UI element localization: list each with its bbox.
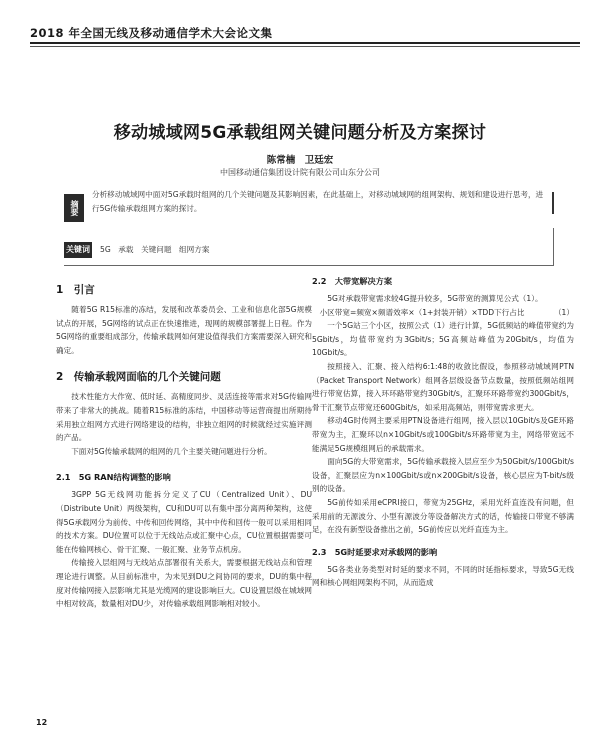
page-number: 12 [36, 718, 48, 727]
section-2-1-paragraph-1: 3GPP 5G无线网功能拆分定义了CU（Centralized Unit）、DU（Distribute Unit）两级架构，CU和DU可以有集中部分离两种架构，这使得5G承载网分为前传、中传和回传网络，其中中传和回传一般可以采用相同的技术方案。DU位置可以位于无线站点或汇聚中心点，CU位置根据需要可能在传输网核心、骨干汇聚、一般汇聚、业务节点机房。 [56, 490, 312, 554]
keywords-text: 5G 承载 关键问题 组网方案 [100, 245, 210, 254]
abstract-border [552, 192, 554, 214]
abstract-text: 分析移动城域网中面对5G承载时组网的几个关键问题及其影响因素，在此基础上，对移动城域网的组网架构、规划和建设进行思考，进行5G传输承载组网方案的探讨。 [92, 190, 544, 213]
header-divider [30, 46, 580, 47]
right-column [312, 276, 574, 590]
section-2-2-paragraph-6: 5G前传如采用eCPRI接口，带宽为25GHz，采用光纤直连没有问题，但采用前的无源波分、小型有源波分等设备解决方式的话，传输接口带宽不够满足，在没有新型设备推出之前，5G前传应以光纤直连为主。 [312, 497, 574, 535]
keywords-block [64, 240, 554, 266]
section-1-heading: 1 引言 [56, 284, 95, 296]
left-column [56, 276, 312, 611]
section-2-heading: 2 传输承载网面临的几个关键问题 [56, 371, 221, 384]
section-2-2-paragraph-2: 一个5G站三个小区，按照公式（1）进行计算，5G低频站的峰值带宽约为5Gbit/s，均值带宽约为3Gbit/s；5G高频站峰值为20Gbit/s，均值为10Gbit/s。 [312, 321, 574, 358]
section-2-2-paragraph-1: 5G对承载带宽需求较4G提升较多，5G带宽的测算见公式（1）。 [327, 294, 543, 303]
paper-authors: 陈常楠 卫廷宏 [266, 155, 334, 166]
section-2-1-paragraph-2: 传输接入层组网与无线站点部署很有关系大，需要根据无线站点和管理理论进行调整。从目前标准中，为未见到DU之间协同的要求，DU的集中程度对传输网接入层影响尤其是光缆网的建设影响巨大。CU设置层级在城域网中相对较高，数量相对DU少，对传输承载组网影响相对较小。 [56, 558, 312, 609]
section-2-paragraph-1: 技术性能方大作宽、低时延、高精度同步、灵活连接等需求对5G传输网带来了非常大的挑战。随着R15标准的冻结，中国移动等运营商提出所期待采用独立组网方式进行网络建设的结构，非独立组网的时候就经过实施评测的产品。 [56, 392, 312, 443]
section-2-paragraph-2: 下面对5G传输承载网的组网的几个主要关键问题进行分析。 [71, 446, 272, 456]
section-2-3-heading: 2.3 5G时延要求对承载网的影响 [312, 546, 438, 557]
running-header [30, 22, 580, 44]
equation-number: （1） [553, 307, 574, 317]
keywords-border [553, 228, 554, 266]
keywords-tag: 关键词 [64, 242, 92, 258]
author-affiliation: 中国移动通信集团设计院有限公司山东分公司 [220, 168, 380, 177]
keywords-rule [64, 265, 554, 266]
section-2-2-paragraph-4: 移动4G时传网主要采用PTN设备进行组网，接入层以10Gbit/s及GE环路带宽为主，汇聚环以n×10Gbit/s或100Gbit/s环路带宽为主，网络带宽远不能满足5G规模组网后的承载需求。 [312, 416, 574, 453]
bandwidth-formula [312, 306, 574, 320]
section-2-2-heading: 2.2 大带宽解决方案 [312, 276, 393, 286]
section-2-3-paragraph-1: 5G各类业务类型对时延的要求不同，不同的时延指标要求，导致5G无线网和核心网组网架构不同，从而造成 [312, 564, 574, 588]
section-2-1-heading: 2.1 5G RAN结构调整的影响 [56, 472, 171, 483]
section-1-paragraph: 随着5G R15标准的冻结，发展和改革委员会、工业和信息化部5G规模试点的开展，5G网络的试点正在快速推进，现网的规模部署提上日程。作为5G网络的重要组成部分，传输承载网如何建设值得我们方案需要深入研究和确定。 [56, 305, 312, 355]
abstract-tag: 摘要 [64, 194, 84, 222]
conference-name: 2018 年全国无线及移动通信学术大会论文集 [30, 26, 273, 40]
section-2-2-paragraph-5: 面向5G的大带宽需求，5G传输承载接入层应至少为50Gbit/s/100Gbit/s设备，汇聚层应为n×100Gbit/s或n×200Gbit/s设备，核心层应为T-bit/s级别的设备。 [312, 457, 574, 494]
section-2-2-paragraph-3: 按照接入、汇聚、接入结构6:1:48的收敛比假设，参照移动城域网PTN（Packet Transport Network）组网各层级设备节点数量，按照低频站组网进行带宽估算，接入环环路带宽约30Gbit/s，汇聚环环路带宽约300Gbit/s，骨干汇聚节点带宽还600Gbit/s，如采用高频站，则带宽需求更大。 [312, 361, 574, 412]
formula-text: 小区带宽=频宽×频谱效率×（1+封装开销）×TDD下行占比 [319, 307, 525, 317]
paper-title: 移动城域网5G承载组网关键问题分析及方案探讨 [113, 123, 487, 143]
